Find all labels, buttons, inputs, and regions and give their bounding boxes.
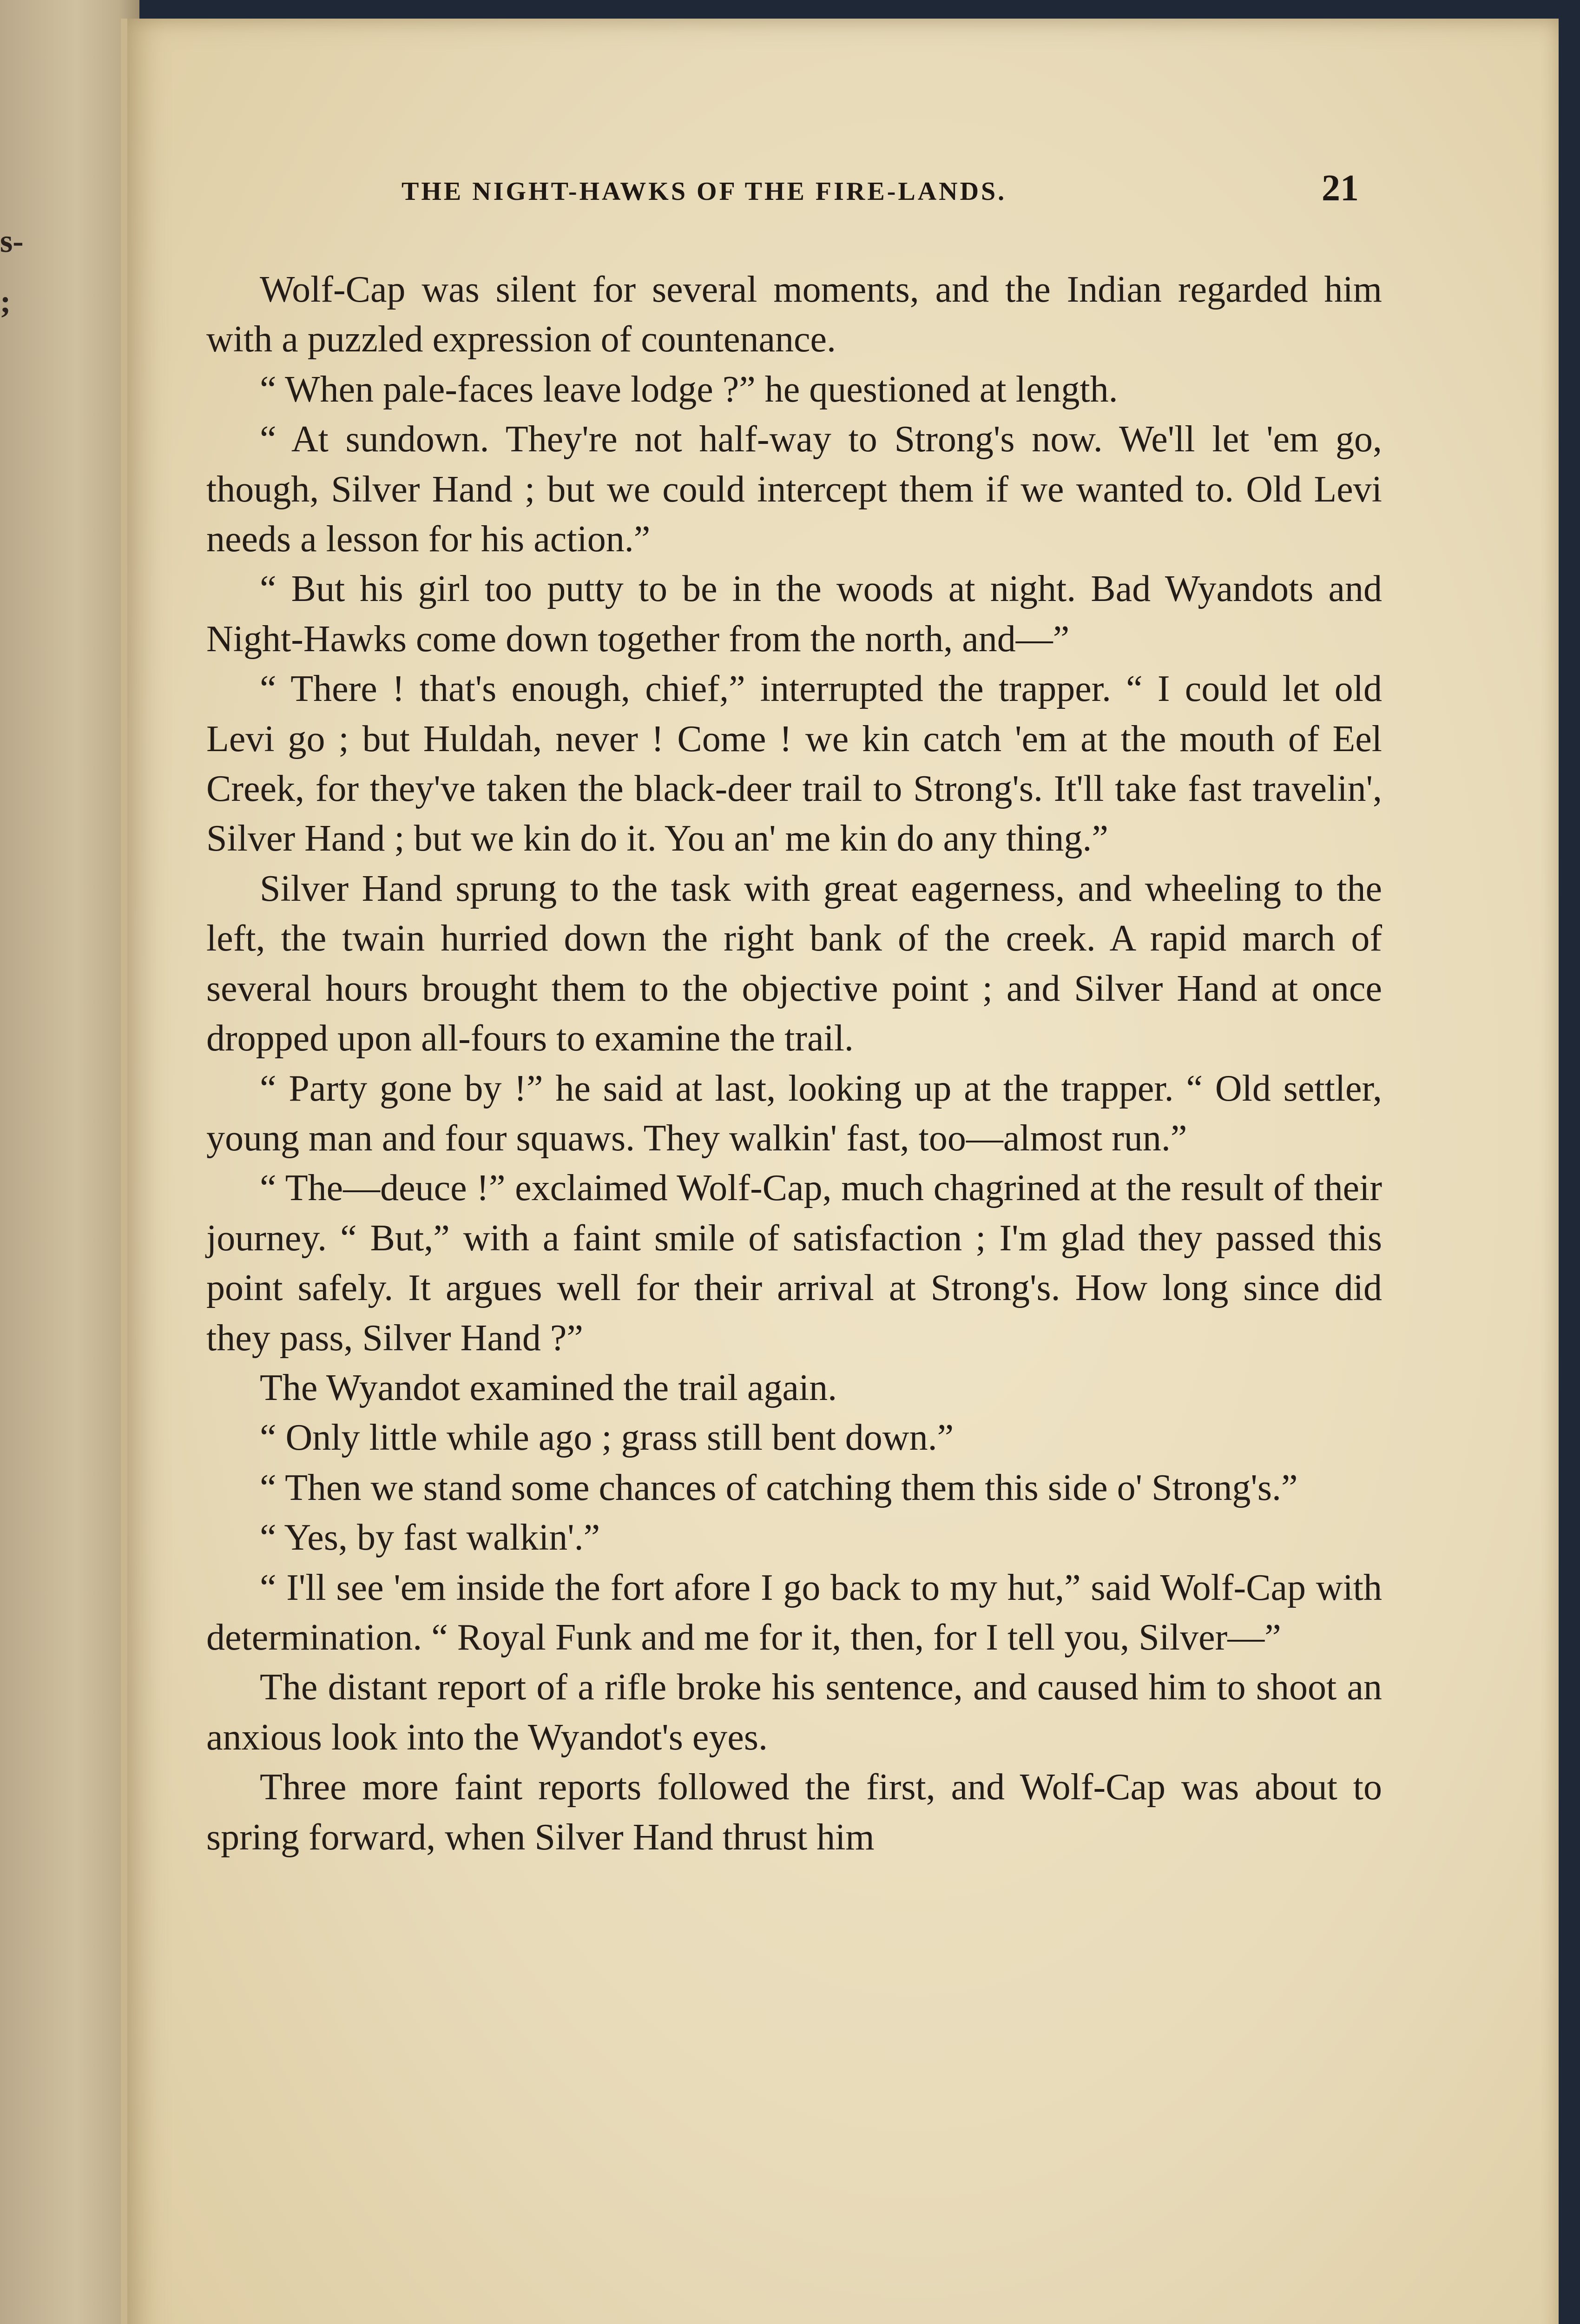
- paragraph: “ Then we stand some chances of catching them this side o' Strong's.”: [260, 1467, 1298, 1508]
- paragraph: “ Party gone by !” he said at last, looking up at the trapper. “ Old settler, young man and four squaws. They walkin' fast, too—almost run.”: [206, 1068, 1382, 1159]
- paragraph: “ Yes, by fast walkin'.”: [260, 1517, 600, 1558]
- paragraph: The distant report of a rifle broke his sentence, and caused him to shoot an anxious look into the Wyandot's eyes.: [206, 1667, 1382, 1758]
- paragraph: “ There ! that's enough, chief,” interrupted the trapper. “ I could let old Levi go ; but Huldah, never ! Come ! we kin catch 'em at the mouth of Eel Creek, for they've taken the black-deer trail to Strong's. It'll take fast travelin', Silver Hand ; but we kin do it. You an' me kin do any thing.”: [206, 668, 1382, 859]
- previous-page-fragment: ;: [0, 284, 11, 320]
- paragraph: “ At sundown. They're not half-way to Strong's now. We'll let 'em go, though, Silver Hand ; but we could intercept them if we wanted to. Old Levi needs a lesson for his action.”: [206, 419, 1382, 560]
- paragraph: The Wyandot examined the trail again.: [260, 1367, 837, 1408]
- paragraph: Three more faint reports followed the first, and Wolf-Cap was about to spring forward, when Silver Hand thrust him: [206, 1767, 1382, 1858]
- book-page: [121, 19, 1559, 2324]
- paragraph: “ The—deuce !” exclaimed Wolf-Cap, much chagrined at the result of their journey. “ But,” with a faint smile of satisfaction ; I'm glad they passed this point safely. It argues well for their arrival at Strong's. How long since did they pass, Silver Hand ?”: [206, 1168, 1382, 1359]
- paragraph: Wolf-Cap was silent for several moments, and the Indian regarded him with a puzzled expression of countenance.: [206, 269, 1382, 360]
- paragraph: “ I'll see 'em inside the fort afore I go back to my hut,” said Wolf-Cap with determination. “ Royal Funk and me for it, then, for I tell you, Silver—”: [206, 1567, 1382, 1658]
- page-number: 21: [1322, 168, 1359, 209]
- running-head: THE NIGHT-HAWKS OF THE FIRE-LANDS.: [402, 177, 1007, 206]
- previous-page-edge: [0, 0, 139, 2324]
- paragraph: “ But his girl too putty to be in the woods at night. Bad Wyandots and Night-Hawks come down together from the north, and—”: [206, 568, 1382, 660]
- paragraph: “ When pale-faces leave lodge ?” he questioned at length.: [260, 369, 1118, 410]
- paragraph: “ Only little while ago ; grass still bent down.”: [260, 1417, 954, 1459]
- previous-page-fragment: s-: [0, 224, 24, 259]
- paragraph: Silver Hand sprung to the task with great eagerness, and wheeling to the left, the twain hurried down the right bank of the creek. A rapid march of several hours brought them to the objective point ; and Silver Hand at once dropped upon all-fours to examine the trail.: [206, 868, 1382, 1059]
- page-body: [206, 265, 1382, 1862]
